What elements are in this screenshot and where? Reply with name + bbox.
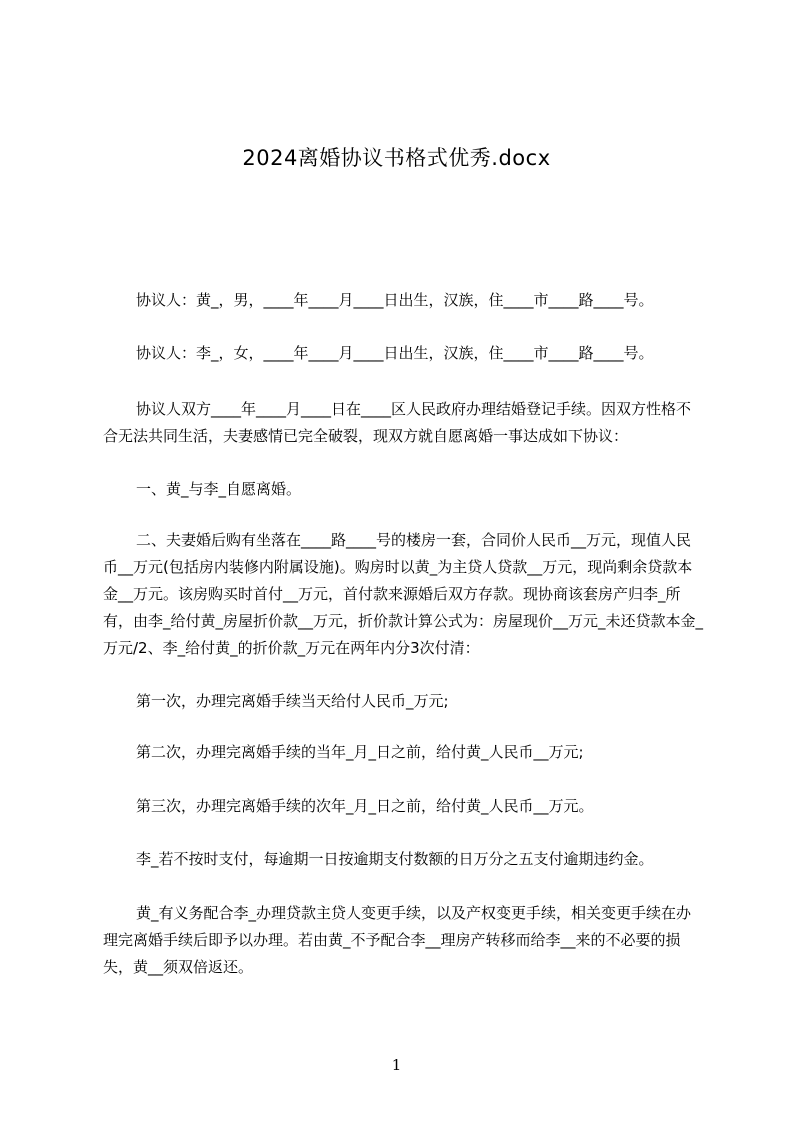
paragraph-late-penalty: 李_若不按时支付，每逾期一日按逾期支付数额的日万分之五支付逾期违约金。 [136, 850, 654, 868]
page-number: 1 [391, 1056, 402, 1074]
paragraph-clause-two-property: 二、夫妻婚后购有坐落在____路____号的楼房一套，合同价人民币__万元，现值人民币__万元(包括房内装修内附属设施)。购房时以黄_为主贷人贷款__万元，现尚剩余贷款本金__万元。该房购买时首付__万元，首付款来源婚后双方存款。现协商该套房产归李_所有，由李_给付黄_房屋折价款__万元，折价款计算公式为：房屋现价__万元_未还贷款本金_万元/2、李_给付黄_的折价款_万元在两年内分3次付清： [103, 531, 704, 657]
paragraph-loan-transfer: 黄_有义务配合李_办理贷款主贷人变更手续，以及产权变更手续，相关变更手续在办理完离婚手续后即予以办理。若由黄_不予配合李__理房产转移而给李__来的不必要的损失，黄__须双倍返还。 [103, 904, 692, 976]
paragraph-party-li: 协议人：李_，女，____年____月____日出生，汉族，住____市____路____号。 [136, 344, 654, 362]
paragraph-first-payment: 第一次，办理完离婚手续当天给付人民币_万元; [136, 692, 449, 710]
document-title: 2024离婚协议书格式优秀.docx [242, 146, 551, 170]
paragraph-marriage-registration: 协议人双方____年____月____日在____区人民政府办理结婚登记手续。因双方性格不合无法共同生活，夫妻感情已完全破裂，现双方就自愿离婚一事达成如下协议： [103, 400, 692, 445]
paragraph-clause-one: 一、黄_与李_自愿离婚。 [136, 480, 302, 498]
paragraph-party-huang: 协议人：黄_，男，____年____月____日出生，汉族，住____市____路____号。 [136, 291, 654, 309]
paragraph-third-payment: 第三次，办理完离婚手续的次年_月_日之前，给付黄_人民币__万元。 [136, 797, 594, 815]
paragraph-second-payment: 第二次，办理完离婚手续的当年_月_日之前，给付黄_人民币__万元; [136, 743, 584, 761]
